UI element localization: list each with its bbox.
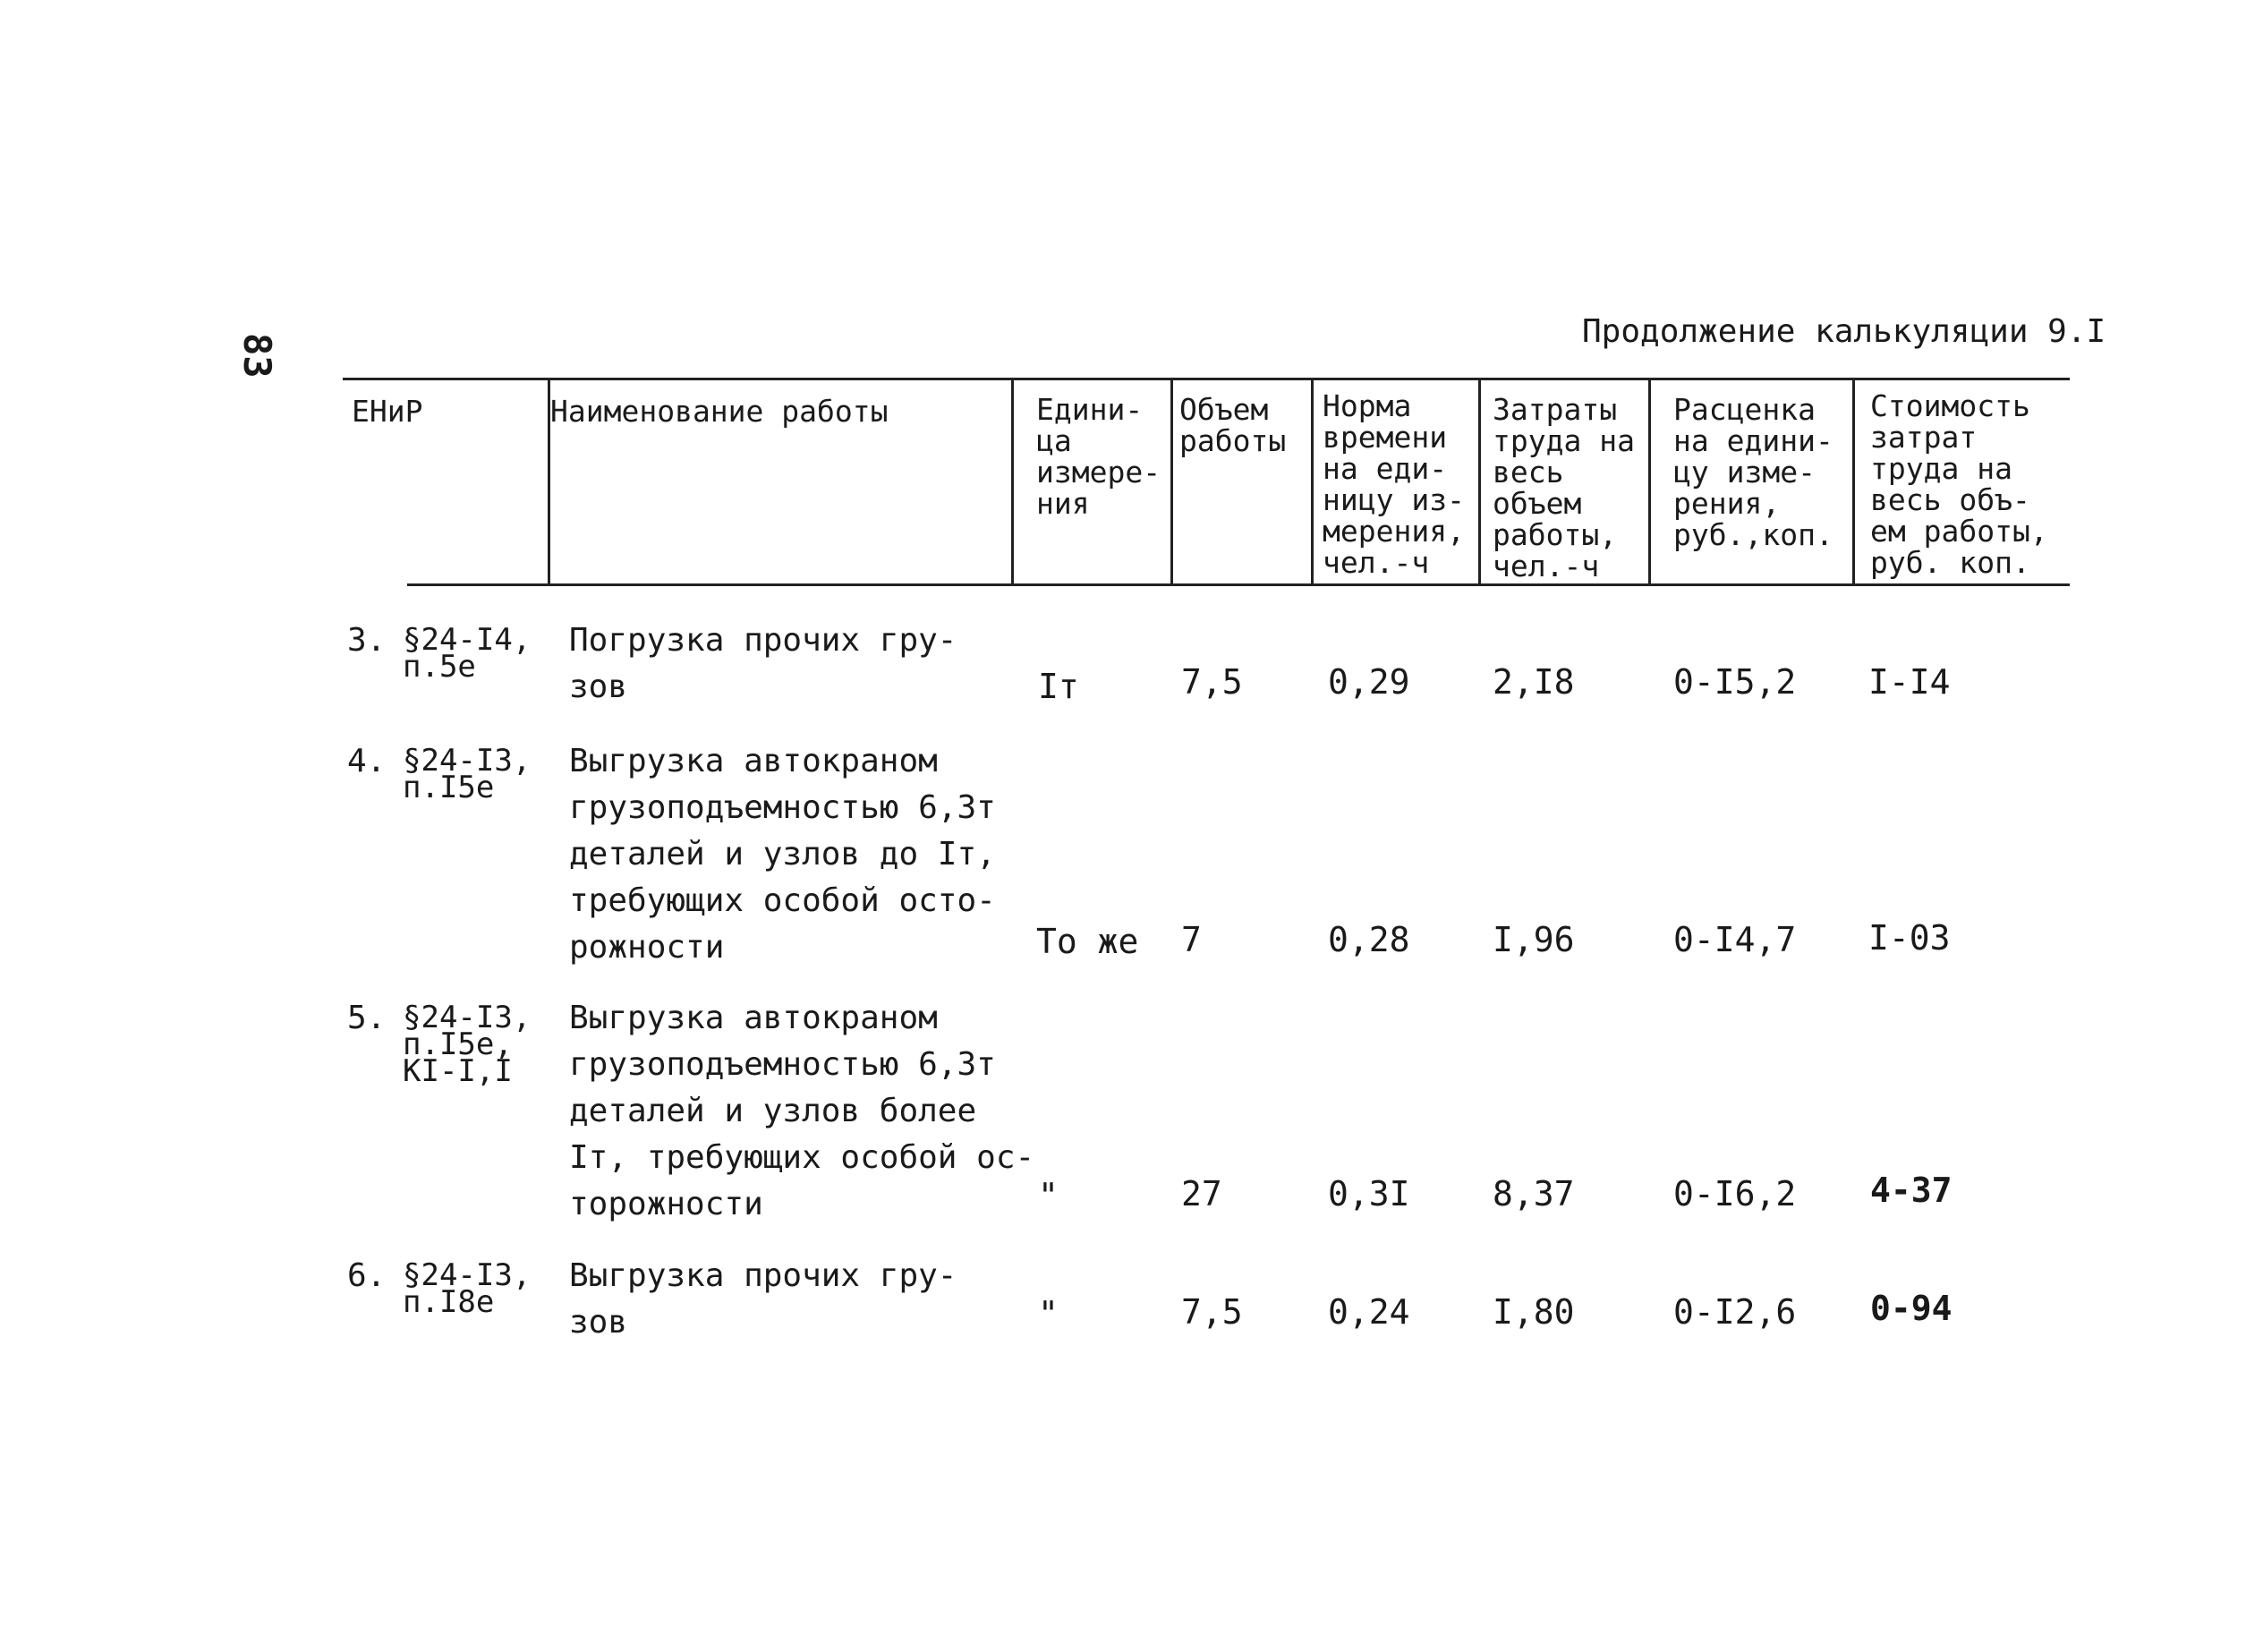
- unit-rate: 0-I6,2: [1673, 1174, 1797, 1213]
- row-number: 6.: [347, 1257, 387, 1294]
- header-time-norm: Норма времени на еди- ницу из- мерения, чел.-ч: [1323, 388, 1465, 580]
- time-norm: 0,24: [1328, 1292, 1410, 1332]
- row-number: 3.: [347, 622, 387, 659]
- continuation-caption: Продолжение калькуляции 9.I: [1582, 313, 2106, 350]
- labor-cost: I,80: [1493, 1292, 1575, 1332]
- column-divider: [1478, 378, 1481, 586]
- header-volume: Объем работы: [1179, 392, 1287, 458]
- header-bottom-rule: [407, 583, 2070, 586]
- time-norm: 0,29: [1328, 662, 1410, 702]
- enir-reference: §24-I4, п.5е: [403, 622, 532, 685]
- unit-rate: 0-I5,2: [1673, 662, 1797, 702]
- labor-cost: 2,I8: [1493, 662, 1575, 702]
- work-name: Выгрузка автокраном грузоподъемностью 6,3т деталей и узлов более Iт, требующих особой ос- торожности: [569, 1000, 1035, 1222]
- column-divider: [1170, 378, 1173, 586]
- enir-reference: §24-I3, п.I8е: [403, 1257, 532, 1320]
- work-name: Выгрузка автокраном грузоподъемностью 6,3т деталей и узлов до Iт, требующих особой осто- рожности: [569, 743, 996, 966]
- column-divider: [1648, 378, 1651, 586]
- total-cost: 4-37: [1870, 1171, 1952, 1210]
- unit: ": [1038, 1176, 1059, 1215]
- row-number: 5.: [347, 1000, 387, 1036]
- volume: 27: [1181, 1174, 1222, 1213]
- time-norm: 0,28: [1328, 920, 1410, 959]
- column-divider: [1852, 378, 1855, 586]
- unit: То же: [1036, 922, 1139, 961]
- header-unit: Едини- ца измере- ния: [1036, 392, 1161, 521]
- unit: ": [1038, 1294, 1059, 1333]
- volume: 7,5: [1181, 662, 1243, 702]
- unit: Iт: [1038, 667, 1079, 706]
- column-divider: [1011, 378, 1014, 586]
- header-work-name: Наименование работы: [550, 394, 889, 429]
- page-number: 83: [235, 333, 279, 379]
- header-total-cost: Стоимость затрат труда на весь объ- ем работы, руб. коп.: [1870, 388, 2048, 580]
- time-norm: 0,3I: [1328, 1174, 1410, 1213]
- unit-rate: 0-I4,7: [1673, 920, 1797, 959]
- column-divider: [1311, 378, 1314, 586]
- enir-reference: §24-I3, п.I5е, KI-I,I: [403, 1000, 532, 1089]
- volume: 7,5: [1181, 1292, 1243, 1332]
- unit-rate: 0-I2,6: [1673, 1292, 1797, 1332]
- enir-reference: §24-I3, п.I5е: [403, 743, 532, 805]
- work-name: Погрузка прочих гру- зов: [569, 622, 957, 705]
- row-number: 4.: [347, 743, 387, 779]
- header-enir: ЕНиР: [352, 394, 423, 429]
- labor-cost: 8,37: [1493, 1174, 1575, 1213]
- total-cost: I-03: [1868, 918, 1951, 958]
- total-cost: I-I4: [1868, 662, 1951, 702]
- volume: 7: [1181, 920, 1202, 959]
- header-unit-rate: Расценка на едини- цу изме- рения, руб.,коп.: [1673, 392, 1833, 552]
- total-cost: 0-94: [1870, 1289, 1952, 1328]
- labor-cost: I,96: [1493, 920, 1575, 959]
- header-labor-cost: Затраты труда на весь объем работы, чел.-ч: [1493, 392, 1635, 583]
- work-name: Выгрузка прочих гру- зов: [569, 1257, 957, 1341]
- table-top-rule: [343, 378, 2070, 380]
